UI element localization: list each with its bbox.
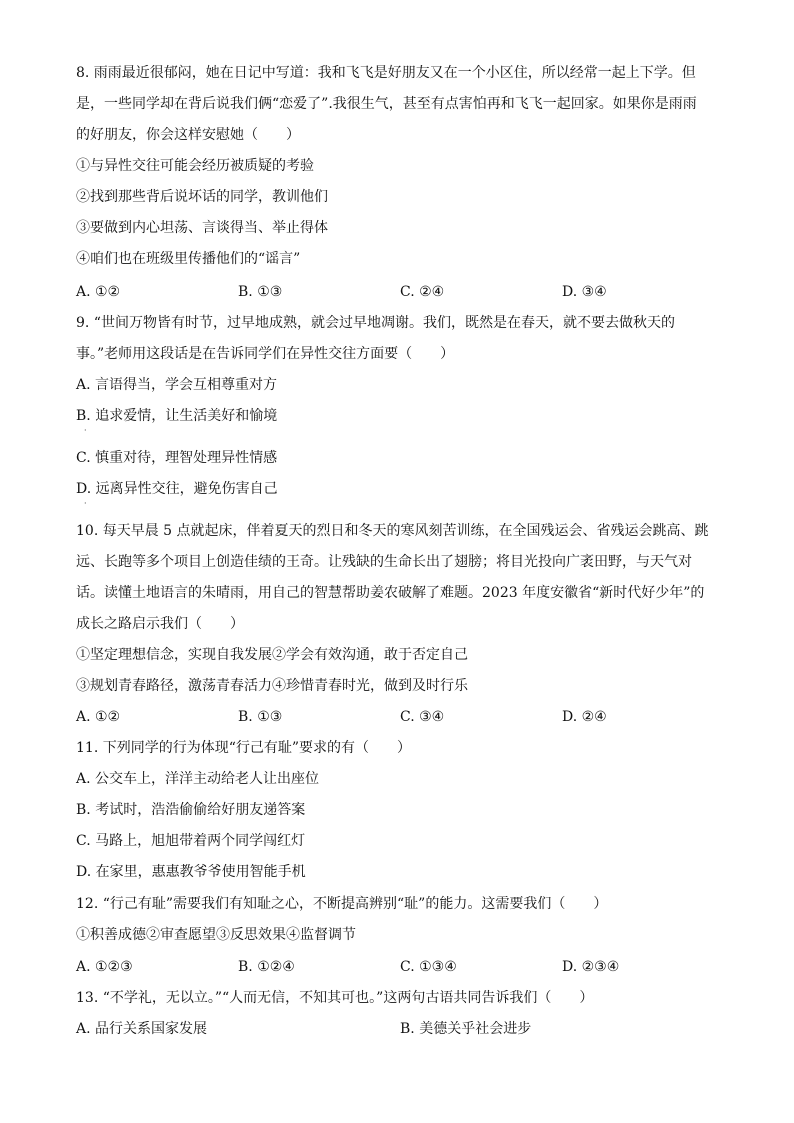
- q8-option-d[interactable]: D. ③④: [562, 284, 607, 300]
- q8-stem-line-1: 8. 雨雨最近很郁闷，她在日记中写道：我和飞飞是好朋友又在一个小区住，所以经常一起上下学。但: [76, 65, 696, 81]
- q9-option-b[interactable]: B. 追求爱情，让生活美好和愉境: [76, 408, 278, 424]
- q9-option-d[interactable]: D. 远离异性交往，避免伤害自己: [76, 481, 278, 497]
- q10-option-d[interactable]: D. ②④: [562, 709, 607, 725]
- q11-option-c[interactable]: C. 马路上，旭旭带着两个同学闯红灯: [76, 833, 306, 849]
- q9-stem-line-1: 9. “世间万物皆有时节，过早地成熟，就会过早地凋谢。我们，既然是在春天，就不要去做秋天的: [76, 315, 675, 331]
- q8-stem-line-3: 的好朋友，你会这样安慰她（ ）: [76, 127, 300, 143]
- q11-stem-line-1: 11. 下列同学的行为体现“行己有耻”要求的有（ ）: [76, 740, 412, 756]
- q12-option-b[interactable]: B. ①②④: [238, 959, 295, 975]
- q11-option-a[interactable]: A. 公交车上，洋洋主动给老人让出座位: [76, 771, 320, 787]
- q10-option-b[interactable]: B. ①③: [238, 709, 283, 725]
- q10-item-1: ①坚定理想信念，实现自我发展②学会有效沟通，敢于否定自己: [76, 647, 468, 663]
- q10-option-c[interactable]: C. ③④: [400, 709, 445, 725]
- q8-item-2: ②找到那些背后说坏话的同学，教训他们: [76, 189, 328, 205]
- q8-item-4: ④咱们也在班级里传播他们的“谣言”: [76, 251, 301, 267]
- q12-option-d[interactable]: D. ②③④: [562, 959, 620, 975]
- q13-stem-line-1: 13. “不学礼，无以立。”“人而无信，不知其可也。”这两句古语共同告诉我们（ ）: [76, 990, 594, 1006]
- q9-option-c[interactable]: C. 慎重对待，理智处理异性情感: [76, 450, 278, 466]
- q12-option-c[interactable]: C. ①③④: [400, 959, 457, 975]
- q10-item-2: ③规划青春路径，激荡青春活力④珍惜青春时光，做到及时行乐: [76, 678, 468, 694]
- q9-option-a[interactable]: A. 言语得当，学会互相尊重对方: [76, 377, 278, 393]
- q8-option-a[interactable]: A. ①②: [76, 284, 121, 300]
- q11-option-b[interactable]: B. 考试时，浩浩偷偷给好朋友递答案: [76, 802, 306, 818]
- q8-item-3: ③要做到内心坦荡、言谈得当、举止得体: [76, 220, 328, 236]
- q10-stem-line-4: 成长之路启示我们（ ）: [76, 616, 244, 632]
- q10-option-a[interactable]: A. ①②: [76, 709, 121, 725]
- q10-stem-line-3: 话。读懂土地语言的朱晴雨，用自己的智慧帮助姜农破解了难题。2023 年度安徽省“新时代好少年”的: [76, 585, 705, 601]
- q12-stem-line-1: 12. “行己有耻”需要我们有知耻之心，不断提高辨别“耻”的能力。这需要我们（ ）: [76, 896, 608, 912]
- stray-dot-mark: ·: [84, 426, 87, 435]
- q9-stem-line-2: 事。”老师用这段话是在告诉同学们在异性交往方面要（ ）: [76, 346, 455, 362]
- q10-stem-line-1: 10. 每天早晨 5 点就起床，伴着夏天的烈日和冬天的寒风刻苦训练，在全国残运会、省残运会跳高、跳: [76, 523, 709, 539]
- q8-option-b[interactable]: B. ①③: [238, 284, 283, 300]
- q12-option-a[interactable]: A. ①②③: [76, 959, 133, 975]
- q12-item-1: ①积善成德②审查愿望③反思效果④监督调节: [76, 927, 356, 943]
- q10-stem-line-2: 远、长跑等多个项目上创造佳绩的王奇。让残缺的生命长出了翅膀；将目光投向广袤田野，与天气对: [76, 554, 692, 570]
- stray-dot-mark: ·: [84, 499, 87, 508]
- q11-option-d[interactable]: D. 在家里，惠惠教爷爷使用智能手机: [76, 864, 306, 880]
- q13-option-a[interactable]: A. 品行关系国家发展: [76, 1021, 208, 1037]
- q8-item-1: ①与异性交往可能会经历被质疑的考验: [76, 158, 314, 174]
- q8-stem-line-2: 是，一些同学却在背后说我们俩“恋爱了”.我很生气，甚至有点害怕再和飞飞一起回家。如果你是雨雨: [76, 96, 697, 112]
- q8-option-c[interactable]: C. ②④: [400, 284, 445, 300]
- q13-option-b[interactable]: B. 美德关乎社会进步: [400, 1021, 532, 1037]
